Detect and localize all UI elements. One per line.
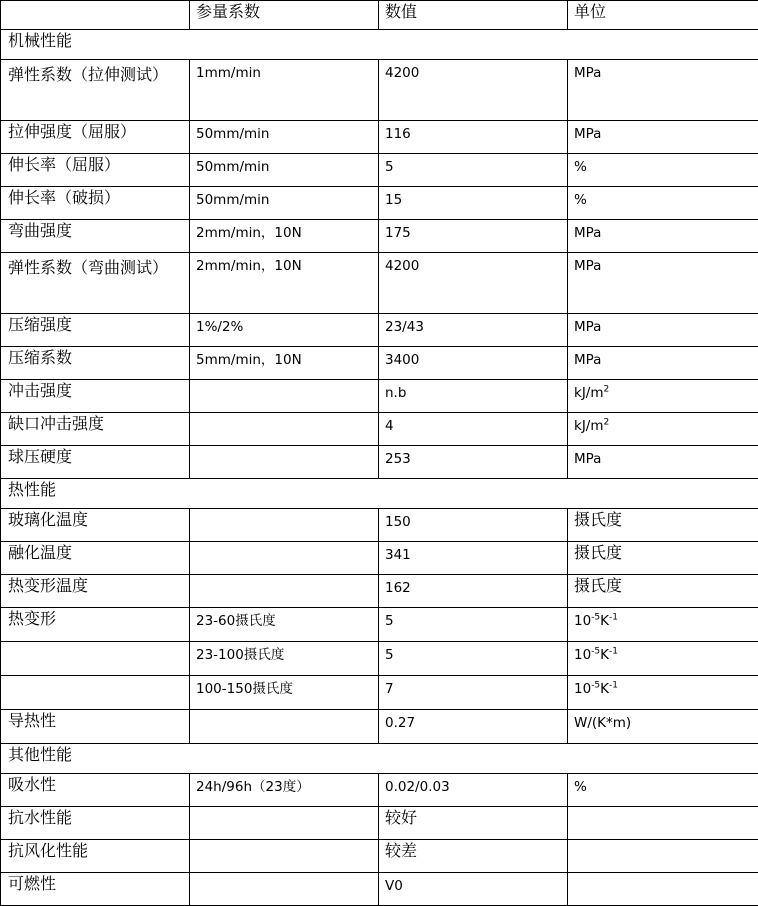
property-name [1, 676, 190, 710]
property-unit: MPa [568, 446, 758, 479]
property-param: 23-60摄氏度 [190, 608, 379, 642]
table-row [1, 446, 758, 479]
property-name: 拉伸强度（屈服） [1, 121, 190, 154]
unit-superscript: -1 [609, 647, 618, 657]
unit-superscript: 2 [604, 418, 610, 428]
property-name: 可燃性 [1, 873, 190, 906]
table-row [1, 60, 758, 121]
unit-superscript: 2 [604, 385, 610, 395]
property-param: 50mm/min [190, 187, 379, 220]
table-row [1, 253, 758, 314]
property-name: 球压硬度 [1, 446, 190, 479]
unit-base: 10 [574, 681, 591, 697]
table-row [1, 575, 758, 608]
table-row [1, 774, 758, 807]
property-name: 缺口冲击强度 [1, 413, 190, 446]
property-name: 弹性系数（弯曲测试） [1, 253, 190, 314]
property-name: 压缩强度 [1, 314, 190, 347]
property-name: 压缩系数 [1, 347, 190, 380]
property-param: 1mm/min [190, 60, 379, 121]
table-row [1, 873, 758, 906]
property-param [190, 542, 379, 575]
property-param [190, 840, 379, 873]
property-unit: MPa [568, 220, 758, 253]
table-row [1, 220, 758, 253]
property-value: 5 [379, 608, 568, 642]
property-param: 1%/2% [190, 314, 379, 347]
property-name [1, 642, 190, 676]
property-param: 2mm/min，10N [190, 220, 379, 253]
header-cell-param: 参量系数 [190, 1, 379, 30]
section-title-mechanical: 机械性能 [1, 30, 758, 60]
property-name: 导热性 [1, 710, 190, 744]
property-value: 0.02/0.03 [379, 774, 568, 807]
table-row [1, 676, 758, 710]
property-value: 341 [379, 542, 568, 575]
property-unit: MPa [568, 253, 758, 314]
property-name: 弹性系数（拉伸测试） [1, 60, 190, 121]
unit-superscript: -1 [609, 613, 618, 623]
property-name: 伸长率（破损） [1, 187, 190, 220]
property-unit [568, 380, 758, 413]
property-unit: 摄氏度 [568, 575, 758, 608]
property-name: 抗水性能 [1, 807, 190, 840]
table-row [1, 121, 758, 154]
table-row [1, 608, 758, 642]
property-value: 5 [379, 642, 568, 676]
property-param: 24h/96h（23度） [190, 774, 379, 807]
property-unit [568, 413, 758, 446]
property-param [190, 575, 379, 608]
property-value: 23/43 [379, 314, 568, 347]
unit-base: kJ/m [574, 385, 604, 401]
property-unit: 摄氏度 [568, 509, 758, 542]
property-param [190, 413, 379, 446]
property-param [190, 873, 379, 906]
table-row [1, 314, 758, 347]
property-unit [568, 642, 758, 676]
table-row [1, 542, 758, 575]
property-unit: % [568, 187, 758, 220]
property-value: 116 [379, 121, 568, 154]
section-row [1, 744, 758, 774]
property-value: 4200 [379, 60, 568, 121]
property-value: 253 [379, 446, 568, 479]
property-unit [568, 873, 758, 906]
property-name: 玻璃化温度 [1, 509, 190, 542]
property-name: 冲击强度 [1, 380, 190, 413]
unit-superscript: -5 [591, 681, 600, 691]
property-value: 7 [379, 676, 568, 710]
table-row [1, 509, 758, 542]
property-name: 吸水性 [1, 774, 190, 807]
property-param [190, 807, 379, 840]
property-unit [568, 608, 758, 642]
table-row [1, 840, 758, 873]
table-row [1, 807, 758, 840]
property-param: 50mm/min [190, 121, 379, 154]
property-unit: MPa [568, 314, 758, 347]
unit-base: 10 [574, 647, 591, 663]
section-title-other: 其他性能 [1, 744, 758, 774]
property-value: 4200 [379, 253, 568, 314]
property-value: V0 [379, 873, 568, 906]
property-name: 热变形 [1, 608, 190, 642]
property-value: 162 [379, 575, 568, 608]
table-row [1, 380, 758, 413]
section-title-thermal: 热性能 [1, 479, 758, 509]
property-name: 热变形温度 [1, 575, 190, 608]
unit-base: K [600, 647, 609, 663]
property-value: 较差 [379, 840, 568, 873]
unit-superscript: -5 [591, 613, 600, 623]
table-row [1, 642, 758, 676]
property-unit [568, 676, 758, 710]
property-value: 3400 [379, 347, 568, 380]
property-value: n.b [379, 380, 568, 413]
property-unit: % [568, 774, 758, 807]
table-row [1, 347, 758, 380]
section-row [1, 479, 758, 509]
property-value: 较好 [379, 807, 568, 840]
unit-superscript: -1 [609, 681, 618, 691]
unit-base: kJ/m [574, 418, 604, 434]
property-unit [568, 840, 758, 873]
property-unit: MPa [568, 121, 758, 154]
property-unit: 摄氏度 [568, 542, 758, 575]
property-name: 融化温度 [1, 542, 190, 575]
property-param: 23-100摄氏度 [190, 642, 379, 676]
property-value: 5 [379, 154, 568, 187]
header-row [1, 1, 758, 30]
property-param [190, 509, 379, 542]
property-param [190, 710, 379, 744]
property-name: 弯曲强度 [1, 220, 190, 253]
property-unit: MPa [568, 60, 758, 121]
table-row [1, 187, 758, 220]
property-unit: % [568, 154, 758, 187]
table-row [1, 154, 758, 187]
property-param: 2mm/min，10N [190, 253, 379, 314]
property-param [190, 446, 379, 479]
section-row [1, 30, 758, 60]
property-value: 15 [379, 187, 568, 220]
property-value: 150 [379, 509, 568, 542]
property-param: 100-150摄氏度 [190, 676, 379, 710]
table-row [1, 710, 758, 744]
property-param: 5mm/min，10N [190, 347, 379, 380]
unit-superscript: -5 [591, 647, 600, 657]
unit-base: 10 [574, 613, 591, 629]
property-value: 4 [379, 413, 568, 446]
property-unit [568, 807, 758, 840]
header-cell-value: 数值 [379, 1, 568, 30]
property-unit: W/(K*m) [568, 710, 758, 744]
property-unit: MPa [568, 347, 758, 380]
unit-base: K [600, 681, 609, 697]
property-value: 0.27 [379, 710, 568, 744]
property-value: 175 [379, 220, 568, 253]
header-cell-name [1, 1, 190, 30]
property-name: 伸长率（屈服） [1, 154, 190, 187]
header-cell-unit: 单位 [568, 1, 758, 30]
property-param: 50mm/min [190, 154, 379, 187]
property-name: 抗风化性能 [1, 840, 190, 873]
table-row [1, 413, 758, 446]
property-param [190, 380, 379, 413]
unit-base: K [600, 613, 609, 629]
